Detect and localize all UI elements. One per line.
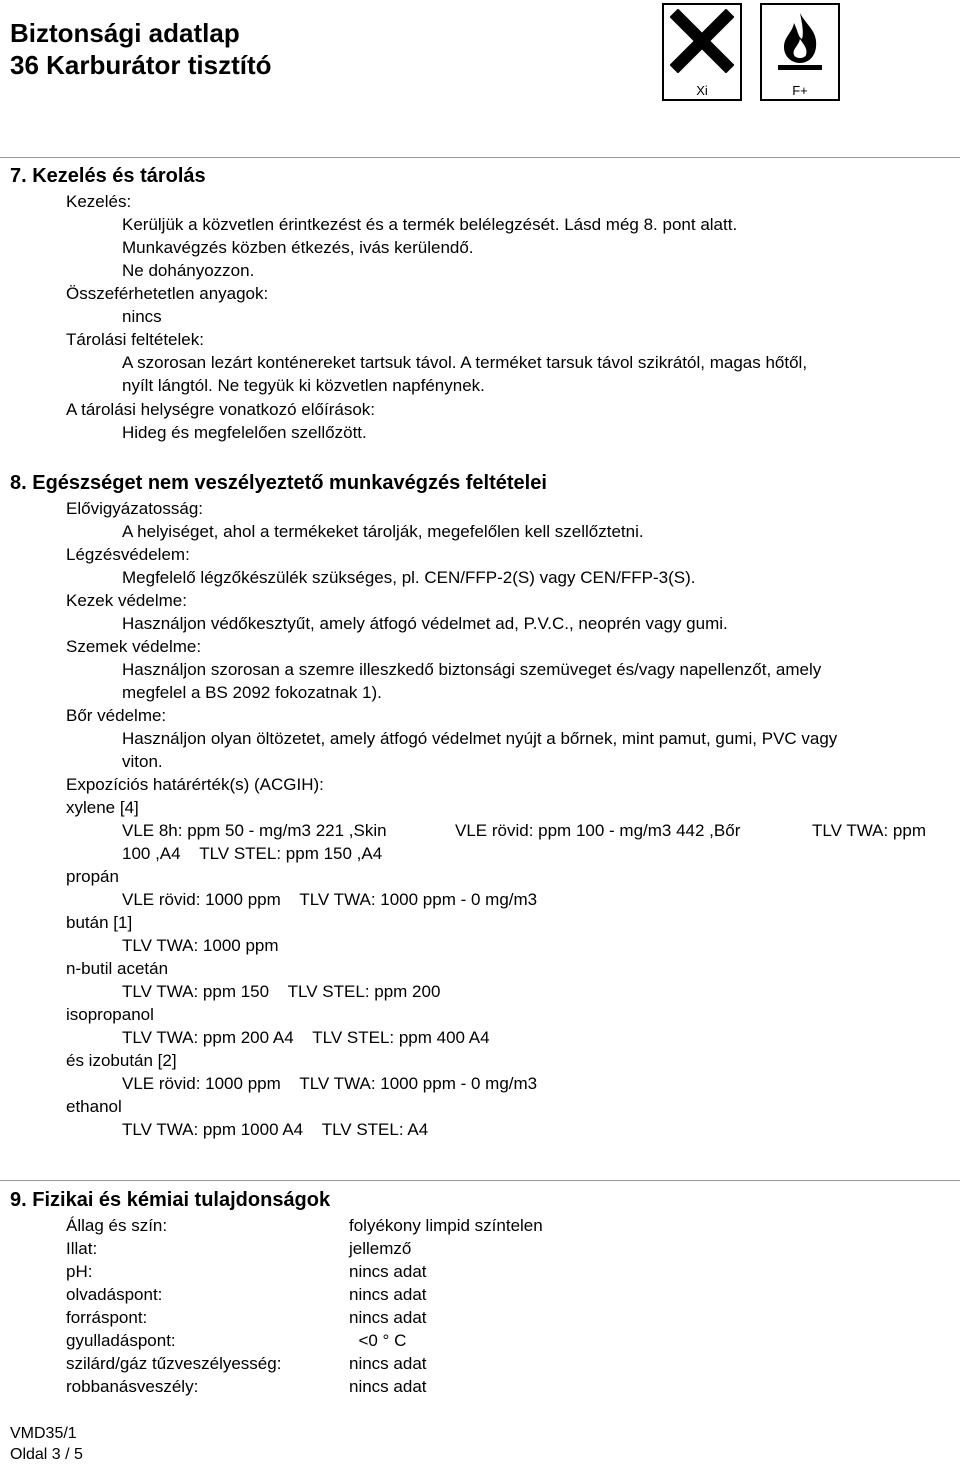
s8-label: Szemek védelme: [66, 637, 202, 656]
s8-text: Használjon olyan öltözetet, amely átfogó védelmet nyújt a bőrnek, mint pamut, gumi, PVC vagy [122, 729, 838, 748]
hazard-pictogram-flammable [760, 3, 840, 101]
exposure-limit: VLE rövid: ppm 100 - mg/m3 442 ,Bőr [455, 821, 741, 840]
section-8-title: 8. Egészséget nem veszélyeztető munkavégzés feltételei [10, 472, 547, 494]
s7-text: Munkavégzés közben étkezés, ivás kerülendő. [122, 238, 474, 257]
s7-text: Kerüljük a közvetlen érintkezést és a termék belélegzését. Lásd még 8. pont alatt. [122, 215, 738, 234]
s7-text: nyílt lángtól. Ne tegyük ki közvetlen napfénynek. [122, 376, 485, 395]
property-value: jellemző [349, 1239, 412, 1258]
exposure-limit: TLV TWA: ppm [812, 821, 926, 840]
property-value: nincs adat [349, 1285, 427, 1304]
product-name: 36 Karburátor tisztító [10, 50, 272, 80]
s8-label: Elővigyázatosság: [66, 499, 204, 518]
s8-text: Használjon szorosan a szemre illeszkedő biztonsági szemüveget és/vagy napellenzőt, amely [122, 660, 822, 679]
s8-label: Bőr védelme: [66, 706, 167, 725]
pictogram-label-xi: Xi [696, 83, 708, 98]
s7-text: Ne dohányozzon. [122, 261, 255, 280]
s7-incompatible-label: Összeférhetetlen anyagok: [66, 284, 269, 303]
substance-name: ethanol [66, 1097, 122, 1116]
exposure-limit: TLV TWA: 1000 ppm [122, 936, 279, 955]
property-label: szilárd/gáz tűzveszélyesség: [66, 1354, 282, 1373]
property-label: Illat: [66, 1239, 98, 1258]
property-value: nincs adat [349, 1308, 427, 1327]
s8-label: Expozíciós határérték(s) (ACGIH): [66, 775, 324, 794]
property-label: gyulladáspont: [66, 1331, 176, 1350]
s7-text: nincs [122, 307, 162, 326]
s8-text: Megfelelő légzőkészülék szükséges, pl. CEN/FFP-2(S) vagy CEN/FFP-3(S). [122, 568, 696, 587]
s7-handling-label: Kezelés: [66, 192, 132, 211]
property-value: nincs adat [349, 1377, 427, 1396]
hazard-pictogram-xi [662, 3, 742, 101]
s7-storage-label: Tárolási feltételek: [66, 330, 204, 349]
section-9-title: 9. Fizikai és kémiai tulajdonságok [10, 1189, 331, 1211]
substance-name: és izobután [2] [66, 1051, 177, 1070]
page-number: Oldal 3 / 5 [10, 1446, 83, 1463]
property-value: nincs adat [349, 1354, 427, 1373]
s8-text: viton. [122, 752, 163, 771]
property-label: forráspont: [66, 1308, 148, 1327]
section-divider [0, 1180, 960, 1181]
pictogram-label-f-plus: F+ [792, 83, 808, 98]
exposure-limit: 100 ,A4 TLV STEL: ppm 150 ,A4 [122, 844, 383, 863]
substance-name: n-butil acetán [66, 959, 169, 978]
property-label: robbanásveszély: [66, 1377, 199, 1396]
exposure-limit: VLE rövid: 1000 ppm TLV TWA: 1000 ppm - 0 mg/m3 [122, 1074, 538, 1093]
exposure-limit: TLV TWA: ppm 150 TLV STEL: ppm 200 [122, 982, 441, 1001]
exposure-limit: TLV TWA: ppm 1000 A4 TLV STEL: A4 [122, 1120, 429, 1139]
substance-name: propán [66, 867, 119, 886]
exposure-limit: VLE 8h: ppm 50 - mg/m3 221 ,Skin [122, 821, 387, 840]
document-title: Biztonsági adatlap [10, 18, 240, 48]
property-value: nincs adat [349, 1262, 427, 1281]
substance-name: isopropanol [66, 1005, 154, 1024]
property-label: olvadáspont: [66, 1285, 163, 1304]
section-7-title: 7. Kezelés és tárolás [10, 165, 206, 187]
xi-cross-icon [670, 9, 734, 73]
property-value: folyékony limpid színtelen [349, 1216, 543, 1235]
property-label: Állag és szín: [66, 1216, 168, 1235]
document-code: VMD35/1 [10, 1425, 77, 1442]
header-divider [0, 157, 960, 158]
s8-label: Kezek védelme: [66, 591, 187, 610]
s8-text: Használjon védőkesztyűt, amely átfogó védelmet ad, P.V.C., neoprén vagy gumi. [122, 614, 728, 633]
property-value: <0 ° C [349, 1331, 407, 1350]
s8-label: Légzésvédelem: [66, 545, 190, 564]
flame-icon [768, 9, 832, 73]
substance-name: bután [1] [66, 913, 133, 932]
s7-storage-rules-label: A tárolási helységre vonatkozó előírások: [66, 400, 376, 419]
s7-text: A szorosan lezárt konténereket tartsuk távol. A terméket tarsuk távol szikrától, magas hőtől, [122, 353, 808, 372]
s8-text: megfelel a BS 2092 fokozatnak 1). [122, 683, 382, 702]
s8-text: A helyiséget, ahol a termékeket tárolják, megefelőlen kell szellőztetni. [122, 522, 644, 541]
substance-name: xylene [4] [66, 798, 139, 817]
exposure-limit: VLE rövid: 1000 ppm TLV TWA: 1000 ppm - 0 mg/m3 [122, 890, 538, 909]
exposure-limit: TLV TWA: ppm 200 A4 TLV STEL: ppm 400 A4 [122, 1028, 490, 1047]
s7-text: Hideg és megfelelően szellőzött. [122, 423, 367, 442]
property-label: pH: [66, 1262, 93, 1281]
